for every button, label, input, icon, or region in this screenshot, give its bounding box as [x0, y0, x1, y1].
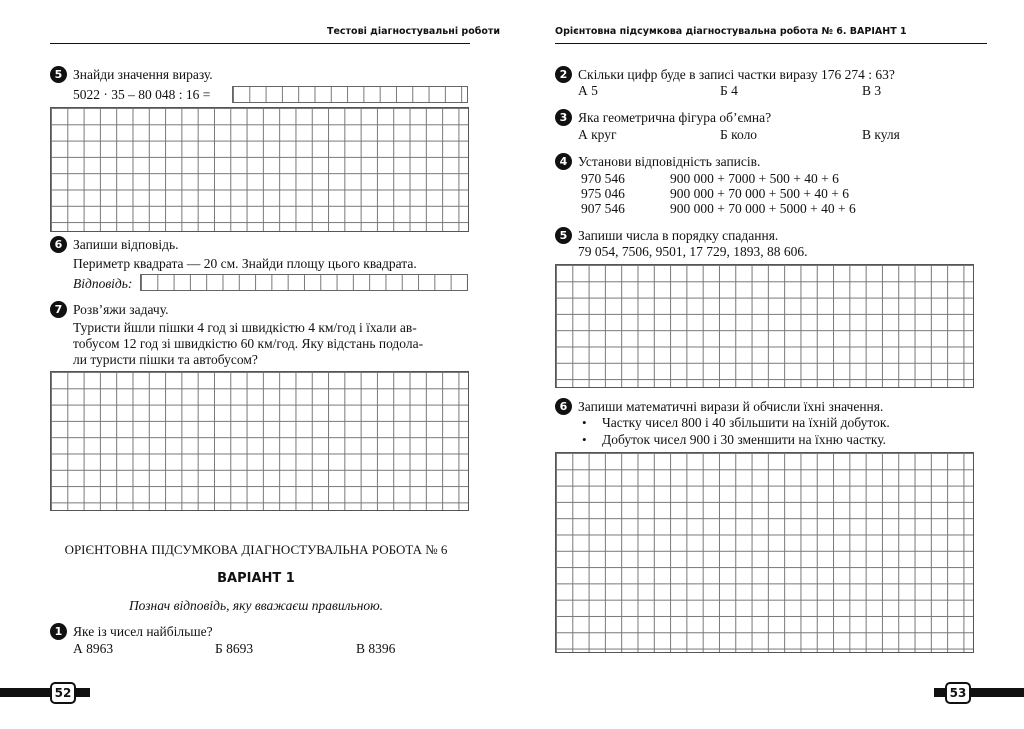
- page-number: 53: [945, 682, 971, 704]
- problem-line: ли туристи пішки та автобусом?: [73, 352, 258, 367]
- sum-b[interactable]: 900 000 + 70 000 + 500 + 40 + 6: [670, 186, 849, 201]
- option-b[interactable]: Б коло: [720, 127, 758, 142]
- question-title: Запиши математичні вирази й обчисли їхні значення.: [578, 399, 884, 414]
- option-c[interactable]: В 3: [862, 83, 882, 98]
- footer-bar: [0, 688, 90, 697]
- sum-b[interactable]: 900 000 + 70 000 + 5000 + 40 + 6: [670, 201, 856, 216]
- number-list: 79 054, 7506, 9501, 17 729, 1893, 88 606.: [578, 244, 808, 259]
- answer-cells[interactable]: [140, 274, 468, 291]
- number-a[interactable]: 970 546: [581, 171, 625, 186]
- bullet-icon: •: [582, 432, 587, 447]
- running-header: Орієнтовна підсумкова діагностувальна робота № 6. ВАРІАНТ 1: [555, 26, 907, 37]
- page-number: 52: [50, 682, 76, 704]
- question-number-badge: 6: [50, 236, 67, 253]
- question-number-badge: 6: [555, 398, 572, 415]
- question-title: Розв’яжи задачу.: [73, 302, 169, 317]
- task-item: Частку чисел 800 і 40 збільшити на їхній добуток.: [602, 415, 890, 430]
- number-a[interactable]: 907 546: [581, 201, 625, 216]
- answer-label: Відповідь:: [73, 276, 133, 291]
- answer-cells[interactable]: [232, 86, 468, 103]
- section-title: ОРІЄНТОВНА ПІДСУМКОВА ДІАГНОСТУВАЛЬНА РОБОТА № 6: [64, 542, 448, 557]
- problem-line: тобусом 12 год зі швидкістю 60 км/год. Яку відстань подола-: [73, 336, 424, 351]
- option-c[interactable]: В 8396: [356, 641, 396, 656]
- number-a[interactable]: 975 046: [581, 186, 625, 201]
- header-rule: [50, 43, 470, 44]
- problem-line: Туристи йшли пішки 4 год зі швидкістю 4 км/год і їхали ав-: [73, 320, 417, 335]
- work-grid[interactable]: [50, 107, 469, 232]
- question-title: Запиши числа в порядку спадання.: [578, 228, 779, 243]
- question-title: Запиши відповідь.: [73, 237, 179, 252]
- question-title: Скільки цифр буде в записі частки виразу 176 274 : 63?: [578, 67, 895, 82]
- option-a[interactable]: А 8963: [73, 641, 114, 656]
- header-rule: [555, 43, 987, 44]
- question-number-badge: 3: [555, 109, 572, 126]
- question-title: Яке із чисел найбільше?: [73, 624, 213, 639]
- question-title: Знайди значення виразу.: [73, 67, 213, 82]
- sum-b[interactable]: 900 000 + 7000 + 500 + 40 + 6: [670, 171, 839, 186]
- question-number-badge: 4: [555, 153, 572, 170]
- question-title: Установи відповідність записів.: [578, 154, 761, 169]
- variant-title: ВАРІАНТ 1: [217, 571, 295, 586]
- option-b[interactable]: Б 4: [720, 83, 738, 98]
- question-number-badge: 2: [555, 66, 572, 83]
- question-text: Периметр квадрата — 20 см. Знайди площу цього квадрата.: [73, 256, 417, 271]
- task-item: Добуток чисел 900 і 30 зменшити на їхню частку.: [602, 432, 886, 447]
- work-grid[interactable]: [50, 371, 469, 511]
- question-title: Яка геометрична фігура об’ємна?: [578, 110, 772, 125]
- right-page: [512, 0, 1024, 729]
- option-b[interactable]: Б 8693: [215, 641, 254, 656]
- option-c[interactable]: В куля: [862, 127, 900, 142]
- work-grid[interactable]: [555, 452, 974, 653]
- question-number-badge: 1: [50, 623, 67, 640]
- running-header: Тестові діагностувальні роботи: [327, 26, 501, 37]
- bullet-icon: •: [582, 415, 587, 430]
- question-number-badge: 7: [50, 301, 67, 318]
- option-a[interactable]: А 5: [578, 83, 598, 98]
- expression: 5022 · 35 – 80 048 : 16 =: [73, 87, 211, 102]
- option-a[interactable]: А круг: [578, 127, 617, 142]
- question-number-badge: 5: [555, 227, 572, 244]
- instruction: Познач відповідь, яку вважаєш правильною.: [128, 598, 384, 613]
- question-number-badge: 5: [50, 66, 67, 83]
- work-grid[interactable]: [555, 264, 974, 388]
